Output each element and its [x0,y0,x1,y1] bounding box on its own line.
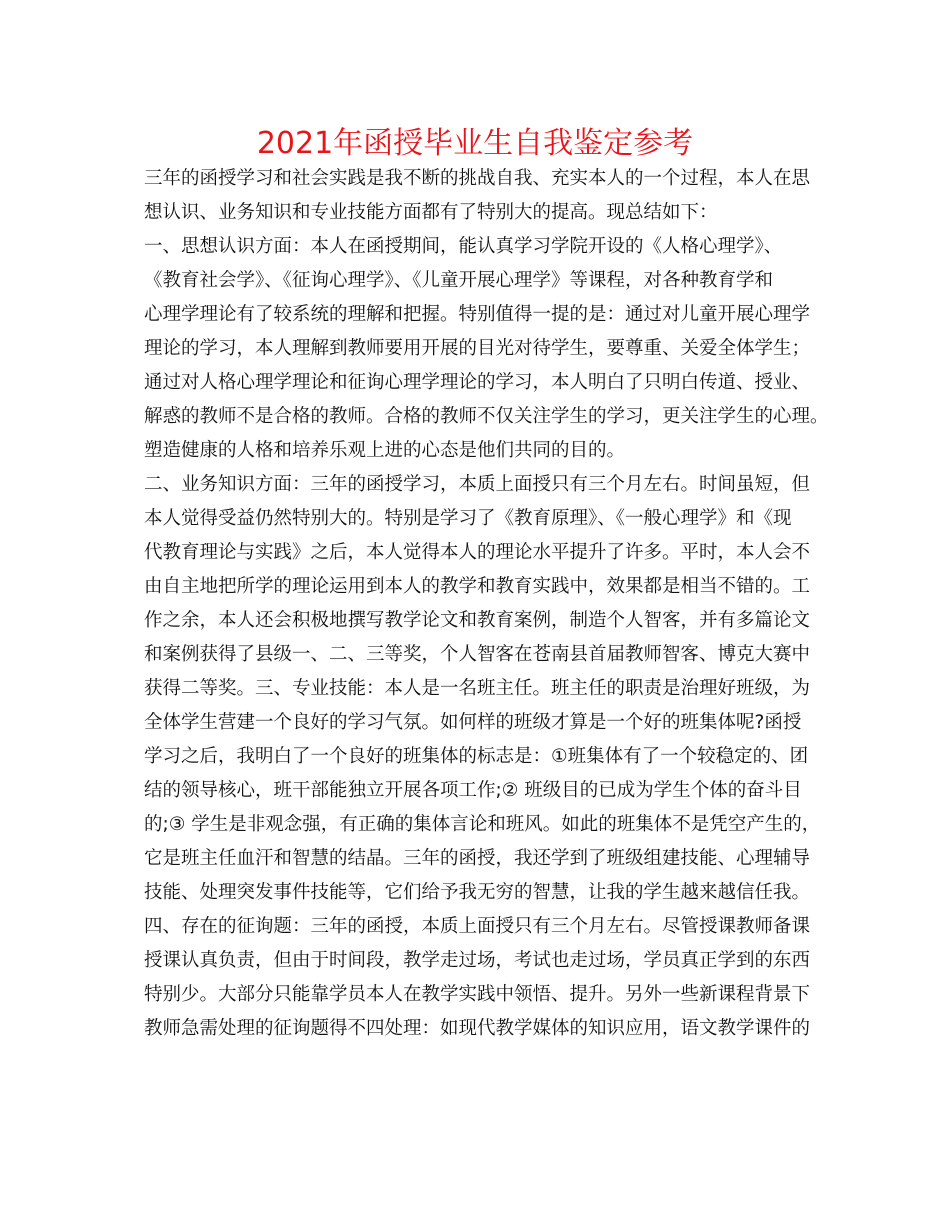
text-line: 解惑的教师不是合格的教师。合格的教师不仅关注学生的学习，更关注学生的心理。 [144,406,829,427]
text-line: 的;③ 学生是非观念强，有正确的集体言论和班风。如此的班集体不是凭空产生的， [144,814,821,835]
text-line: 学习之后，我明白了一个良好的班集体的标志是：①班集体有了一个较稳定的、团 [144,746,809,767]
text-line: 它是班主任血汗和智慧的结晶。三年的函授，我还学到了班级组建技能、心理辅导 [144,848,811,869]
text-line: 获得二等奖。三、专业技能：本人是一名班主任。班主任的职责是治理好班级，为 [144,678,811,699]
text-line: 由自主地把所学的理论运用到本人的教学和教育实践中，效果都是相当不错的。工 [144,576,811,597]
text-line: 通过对人格心理学理论和征询心理学理论的学习，本人明白了只明白传道、授业、 [144,372,811,393]
text-line: 全体学生营建一个良好的学习气氛。如何样的班级才算是一个好的班集体呢?函授 [144,712,802,733]
text-line: 四、存在的征询题：三年的函授，本质上面授只有三个月左右。尽管授课教师备课 [144,916,811,937]
text-line: 《教育社会学》、《征询心理学》、《儿童开展心理学》等课程，对各种教育学和 [144,270,774,291]
text-line: 一、思想认识方面：本人在函授期间，能认真学习学院开设的《人格心理学》、 [144,236,783,257]
text-line: 二、业务知识方面：三年的函授学习，本质上面授只有三个月左右。时间虽短，但 [144,474,811,495]
text-line: 塑造健康的人格和培养乐观上进的心态是他们共同的目的。 [144,440,626,461]
text-line: 技能、处理突发事件技能等，它们给予我无穷的智慧，让我的学生越来越信任我。 [144,882,811,903]
text-line: 教师急需处理的征询题得不四处理：如现代教学媒体的知识应用，语文教学课件的 [144,1018,811,1039]
text-line: 心理学理论有了较系统的理解和把握。特别值得一提的是：通过对儿童开展心理学 [144,304,811,325]
document-body [144,162,834,1046]
text-line: 理论的学习，本人理解到教师要用开展的目光对待学生，要尊重、关爱全体学生； [144,338,811,359]
page-title: 2021年函授毕业生自我鉴定参考 [256,126,694,161]
text-line: 本人觉得受益仍然特别大的。特别是学习了《教育原理》、《一般心理学》和《现 [144,508,792,529]
text-line: 三年的函授学习和社会实践是我不断的挑战自我、充实本人的一个过程，本人在思 [144,168,811,189]
text-line: 结的领导核心，班干部能独立开展各项工作;② 班级目的已成为学生个体的奋斗目 [144,780,802,801]
text-line: 作之余，本人还会积极地撰写教学论文和教育案例，制造个人智客，并有多篇论文 [144,610,811,631]
text-line: 代教育理论与实践》之后，本人觉得本人的理论水平提升了许多。平时，本人会不 [144,542,811,563]
text-line: 和案例获得了县级一、二、三等奖，个人智客在苍南县首届教师智客、博克大赛中 [144,644,811,665]
text-line: 授课认真负责，但由于时间段，教学走过场，考试也走过场，学员真正学到的东西 [144,950,811,971]
text-line: 特别少。大部分只能靠学员本人在教学实践中领悟、提升。另外一些新课程背景下 [144,984,811,1005]
text-line: 想认识、业务知识和专业技能方面都有了特别大的提高。现总结如下： [144,202,718,223]
